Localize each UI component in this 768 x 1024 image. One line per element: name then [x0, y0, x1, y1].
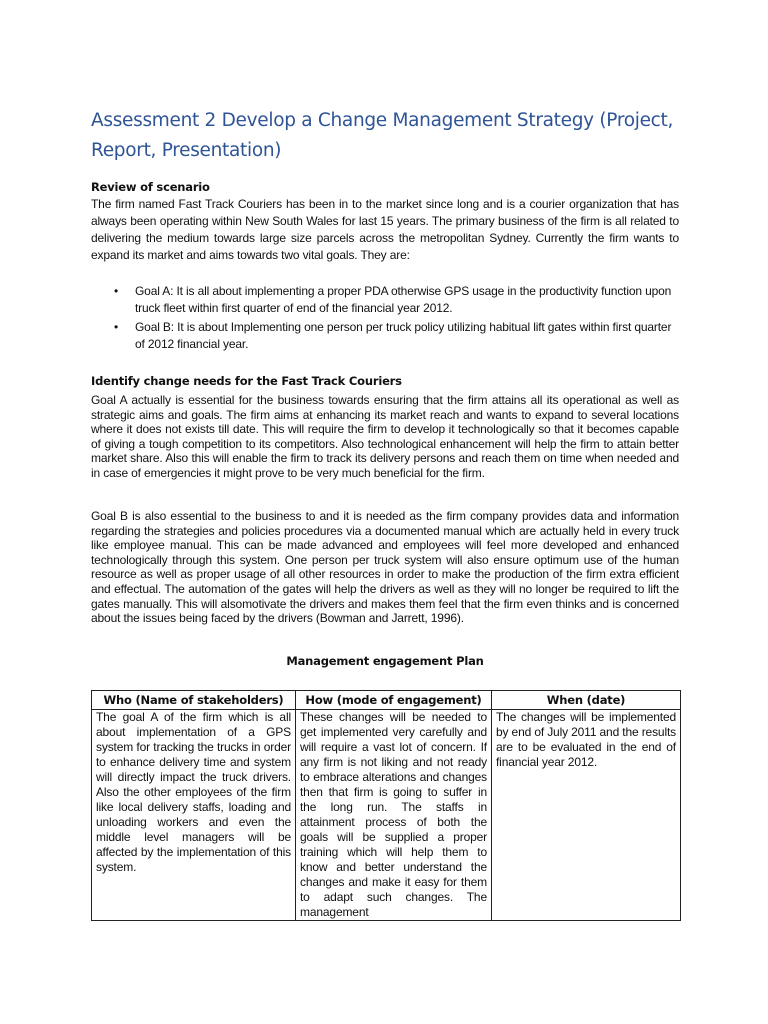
goal-a-item	[91, 283, 679, 317]
cell-how: These changes will be needed to get implemented very carefully and will require a vast lot of concern. If any firm is not liking and not ready to embrace alterations and changes then that firm is going to suffer in the long run. The staffs in attainment process of both the goals will be supplied a proper training which will help them to know and better understand the changes and make it easy for them to adapt such changes. The management	[296, 710, 492, 921]
plan-title: Management engagement Plan	[286, 654, 484, 668]
review-paragraph: The firm named Fast Track Couriers has been in to the market since long and is a courier organization that has always been operating within New South Wales for last 15 years. The primary business of the firm is all related to delivering the medium towards large size parcels across the metropolitan Sydney. Currently the firm wants to expand its market and aims towards two vital goals. They are:	[91, 197, 679, 262]
goal-b-text: Goal B: It is about Implementing one person per truck policy utilizing habitual lift gates within first quarter of 2012 financial year.	[135, 319, 672, 351]
header-how: How (mode of engagement)	[296, 691, 492, 710]
change-needs-heading: Identify change needs for the Fast Track Couriers	[91, 374, 402, 388]
review-heading: Review of scenario	[91, 180, 210, 194]
engagement-plan-table	[91, 690, 681, 921]
cell-who: The goal A of the firm which is all about implementation of a GPS system for tracking the trucks in order to enhance delivery time and system will directly impact the truck drivers. Also the other employees of the firm like local delivery staffs, loading and unloading workers and even the middle level managers will be affected by the implementation of this system.	[92, 710, 296, 921]
header-when: When (date)	[492, 691, 681, 710]
change-needs-paragraph-1: Goal A actually is essential for the business towards ensuring that the firm attains all its operational as well as strategic aims and goals. The firm aims at enhancing its market reach and wants to expand to several locations where it does not exists till date. This will require the firm to develop it technologically so that it becomes capable of giving a tough competition to its competitors. Also technological enhancement will help the firm to attain better market share. Also this will enable the firm to track its delivery persons and reach them on time when needed and in case of emergencies it might prove to be very much beneficial for the firm.	[91, 393, 679, 480]
header-who: Who (Name of stakeholders)	[92, 691, 296, 710]
goal-a-text: Goal A: It is all about implementing a proper PDA otherwise GPS usage in the productivity function upon truck fleet within first quarter of end of the financial year 2012.	[135, 284, 672, 315]
bullet-icon: •	[114, 284, 119, 298]
goal-b-item	[91, 319, 679, 353]
change-needs-paragraph-2: Goal B is also essential to the business to and it is needed as the firm company provides data and information regarding the strategies and policies procedures via a documented manual which are actually held in every truck like employee manual. This can be made advanced and employees will feel more developed and enhanced technologically through this system. One person per truck system will also ensure optimum use of the human resource as well as proper usage of all other resources in order to make the production of the firm extra efficient and effectual. The automation of the gates will help the drivers as well as they will no longer be required to lift the gates manually. This will alsomotivate the drivers and makes them feel that the firm even thinks and is concerned about the issues being faced by the drivers (Bowman and Jarrett, 1996).	[91, 509, 679, 626]
table-header-row	[92, 691, 681, 710]
cell-when: The changes will be implemented by end of July 2011 and the results are to be evaluated in the end of financial year 2012.	[492, 710, 681, 921]
table-row	[92, 710, 681, 921]
document-title: Assessment 2 Develop a Change Management Strategy (Project, Report, Presentation)	[91, 110, 674, 161]
goals-list	[91, 283, 679, 354]
bullet-icon: •	[114, 319, 119, 334]
